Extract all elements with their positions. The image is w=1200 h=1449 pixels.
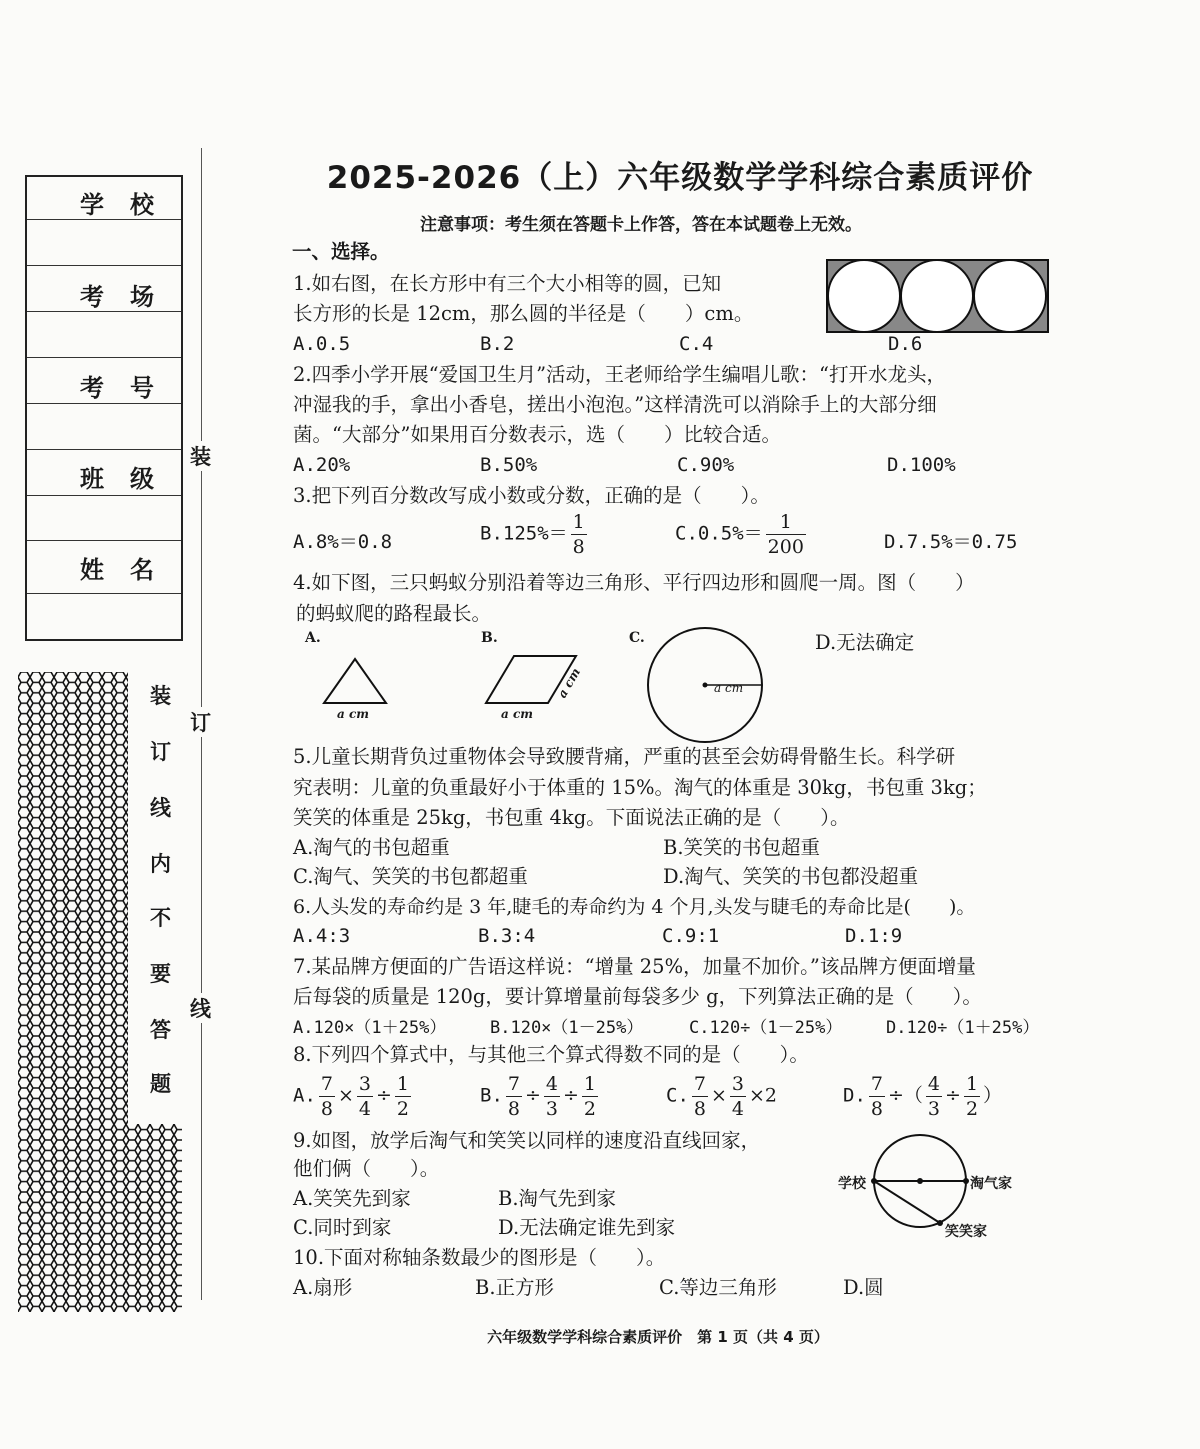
warning-char: 订 [150, 740, 171, 764]
student-info-box [25, 175, 183, 641]
warning-char: 要 [150, 962, 171, 986]
name-label: 姓名 [80, 556, 180, 584]
q4-label-a[interactable]: A. [305, 630, 321, 646]
q10-option-c[interactable]: C.等边三角形 [659, 1276, 777, 1299]
denominator: 2 [396, 1098, 410, 1120]
option-letter: A. [293, 1084, 316, 1107]
binding-mark-ding: 订 [190, 707, 211, 737]
q4-line2: 的蚂蚁爬的路程最长。 [296, 602, 492, 625]
q9-line2: 他们俩（ ）。 [293, 1157, 440, 1180]
numerator: 1 [572, 511, 585, 533]
q9-xiaoxiao-home-label: 笑笑家 [945, 1224, 987, 1240]
numerator: 1 [396, 1073, 410, 1095]
q1-option-a[interactable]: A.0.5 [293, 333, 351, 355]
q4-circle-label: a cm [714, 681, 744, 695]
denominator: 8 [572, 536, 585, 558]
q2-option-a[interactable]: A.20% [293, 454, 351, 476]
binding-mark-xian: 线 [190, 993, 211, 1023]
q5-option-b[interactable]: B.笑笑的书包超重 [663, 836, 821, 859]
paren: （ [903, 1084, 923, 1107]
q9-line1: 9.如图，放学后淘气和笑笑以同样的速度沿直线回家， [293, 1129, 761, 1152]
denominator: 8 [870, 1098, 883, 1120]
q8-option-b[interactable] [480, 1072, 601, 1121]
operator: ÷ [945, 1084, 961, 1107]
denominator: 8 [320, 1098, 333, 1120]
class-label: 班级 [80, 465, 180, 493]
q9-option-c[interactable]: C.同时到家 [293, 1216, 392, 1239]
q5-line2: 究表明：儿童的负重最好小于体重的 15%。淘气的体重是 30kg，书包重 3kg； [293, 776, 987, 799]
denominator: 3 [545, 1098, 558, 1120]
denominator: 8 [693, 1098, 706, 1120]
q7-option-d[interactable]: D.120÷（1＋25%） [886, 1018, 1040, 1038]
q6-option-d[interactable]: D.1:9 [845, 925, 903, 947]
q3-option-c-text: C.0.5%＝ [675, 522, 763, 545]
q4-line1: 4.如下图，三只蚂蚁分别沿着等边三角形、平行四边形和圆爬一周。图（ ） [293, 571, 975, 594]
q5-option-d[interactable]: D.淘气、笑笑的书包都没超重 [663, 865, 919, 888]
numerator: 3 [358, 1073, 371, 1095]
operator: × [710, 1084, 727, 1107]
q4-triangle-label: a cm [337, 707, 369, 721]
q8-line1: 8.下列四个算式中，与其他三个算式得数不同的是（ ）。 [293, 1043, 809, 1066]
q9-option-d[interactable]: D.无法确定谁先到家 [498, 1216, 676, 1239]
q10-option-a[interactable]: A.扇形 [293, 1276, 353, 1299]
q1-option-b[interactable]: B.2 [480, 333, 515, 355]
warning-char: 答 [150, 1018, 171, 1042]
q4-option-d[interactable]: D.无法确定 [815, 631, 915, 654]
denominator: 2 [965, 1098, 979, 1120]
q3-option-d[interactable]: D.7.5%＝0.75 [884, 531, 1018, 553]
q7-line2: 后每袋的质量是 120g，要计算增量前每袋多少 g，下列算法正确的是（ ）。 [293, 985, 982, 1008]
exam-room-field[interactable] [27, 311, 181, 312]
q1-line1: 1.如右图，在长方形中有三个大小相等的圆，已知 [293, 272, 722, 295]
q2-line1: 2.四季小学开展“爱国卫生月”活动，王老师给学生编唱儿歌：“打开水龙头， [293, 363, 947, 386]
notice: 注意事项：考生须在答题卡上作答，答在本试题卷上无效。 [420, 215, 862, 235]
operator: ÷ [887, 1084, 904, 1107]
q4-parallelogram-bottom-label: a cm [501, 707, 533, 721]
q1-option-d[interactable]: D.6 [888, 333, 923, 355]
numerator: 7 [507, 1073, 520, 1095]
page-footer: 六年级数学学科综合素质评价 第 1 页（共 4 页） [487, 1328, 829, 1346]
q3-option-c[interactable] [675, 510, 809, 559]
operator: ÷ [376, 1084, 392, 1107]
denominator: 4 [358, 1098, 371, 1120]
q7-option-c[interactable]: C.120÷（1－25%） [689, 1018, 843, 1038]
denominator: 3 [927, 1098, 941, 1120]
class-field[interactable] [27, 495, 181, 496]
numerator: 3 [731, 1073, 744, 1095]
operator: ×2 [749, 1084, 778, 1107]
numerator: 7 [870, 1073, 883, 1095]
binding-mark-zhuang: 装 [190, 441, 211, 471]
numerator: 7 [693, 1073, 706, 1095]
q8-option-a[interactable] [293, 1072, 414, 1121]
q3-option-b[interactable] [480, 510, 590, 559]
warning-char: 不 [150, 906, 171, 930]
q6-option-b[interactable]: B.3:4 [478, 925, 536, 947]
q4-label-b[interactable]: B. [481, 630, 498, 646]
numerator: 1 [583, 1073, 597, 1095]
q9-option-a[interactable]: A.笑笑先到家 [293, 1187, 411, 1210]
numerator: 1 [965, 1073, 979, 1095]
warning-char: 内 [150, 852, 171, 876]
q10-option-d[interactable]: D.圆 [843, 1276, 884, 1299]
q2-option-c[interactable]: C.90% [677, 454, 735, 476]
denominator: 2 [583, 1098, 597, 1120]
q5-option-c[interactable]: C.淘气、笑笑的书包都超重 [293, 865, 528, 888]
operator: ÷ [563, 1084, 579, 1107]
q5-line1: 5.儿童长期背负过重物体会导致腰背痛，严重的甚至会妨碍骨骼生长。科学研 [293, 745, 956, 768]
binding-warning [142, 680, 178, 1100]
numerator: 7 [320, 1073, 333, 1095]
page-title: 2025-2026（上）六年级数学学科综合素质评价 [326, 160, 1034, 196]
q4-triangle-figure [320, 656, 390, 708]
q9-option-b[interactable]: B.淘气先到家 [498, 1187, 617, 1210]
q2-line2: 冲湿我的手，拿出小香皂，搓出小泡泡。”这样清洗可以消除手上的大部分细 [293, 393, 937, 416]
warning-char: 题 [150, 1072, 171, 1096]
q5-line3: 笑笑的体重是 25kg，书包重 4kg。下面说法正确的是（ ）。 [293, 806, 850, 829]
q10-option-b[interactable]: B.正方形 [475, 1276, 555, 1299]
option-letter: C. [666, 1084, 689, 1107]
q1-line2: 长方形的长是 12cm，那么圆的半径是（ ）cm。 [293, 302, 754, 325]
warning-char: 装 [150, 684, 171, 708]
q6-option-a[interactable]: A.4:3 [293, 925, 351, 947]
operator: ÷ [524, 1084, 541, 1107]
section-heading: 一、选择。 [292, 240, 390, 263]
denominator: 8 [507, 1098, 520, 1120]
q9-school-label: 学校 [838, 1176, 866, 1192]
option-letter: B. [480, 1084, 503, 1107]
q6-option-c[interactable]: C.9:1 [662, 925, 720, 947]
exam-number-field[interactable] [27, 403, 181, 404]
school-label: 学校 [80, 191, 180, 219]
name-field[interactable] [27, 593, 181, 594]
exam-room-label: 考场 [80, 283, 180, 311]
q9-route-figure [868, 1130, 972, 1234]
q3-option-b-text: B.125%＝ [480, 522, 568, 545]
q6-line1: 6.人头发的寿命约是 3 年,睫毛的寿命约为 4 个月,头发与睫毛的寿命比是( )。 [293, 896, 976, 918]
exam-number-label: 考号 [80, 374, 180, 402]
q5-option-a[interactable]: A.淘气的书包超重 [293, 836, 450, 859]
q7-option-b[interactable]: B.120×（1－25%） [490, 1018, 644, 1038]
paren: ） [983, 1084, 1003, 1107]
operator: × [337, 1084, 354, 1107]
q2-option-d[interactable]: D.100% [887, 454, 956, 476]
denominator: 200 [767, 536, 804, 558]
q9-taoqi-home-label: 淘气家 [970, 1176, 1012, 1192]
warning-char: 线 [150, 796, 171, 820]
q8-option-d[interactable] [843, 1072, 1002, 1121]
q3-line1: 3.把下列百分数改写成小数或分数，正确的是（ ）。 [293, 484, 770, 507]
q3-option-a[interactable]: A.8%＝0.8 [293, 531, 393, 553]
q1-rectangle-circles-figure [826, 259, 1050, 333]
q2-option-b[interactable]: B.50% [480, 454, 538, 476]
numerator: 4 [927, 1073, 941, 1095]
q4-label-c[interactable]: C. [629, 630, 645, 646]
q4-circle-figure [646, 627, 766, 745]
q4-parallelogram-side-label: a cm [554, 665, 584, 701]
q1-option-c[interactable]: C.4 [679, 333, 714, 355]
q2-line3: 菌。“大部分”如果用百分数表示，选（ ）比较合适。 [293, 423, 781, 446]
school-field[interactable] [27, 219, 181, 265]
option-letter: D. [843, 1084, 866, 1107]
q7-option-a[interactable]: A.120×（1＋25%） [293, 1018, 447, 1038]
q7-line1: 7.某品牌方便面的广告语这样说：“增量 25%，加量不加价。”该品牌方便面增量 [293, 955, 976, 978]
denominator: 4 [731, 1098, 744, 1120]
q10-line1: 10.下面对称轴条数最少的图形是（ ）。 [293, 1246, 666, 1269]
numerator: 4 [545, 1073, 558, 1095]
numerator: 1 [766, 510, 806, 535]
q8-option-c[interactable] [666, 1072, 777, 1121]
